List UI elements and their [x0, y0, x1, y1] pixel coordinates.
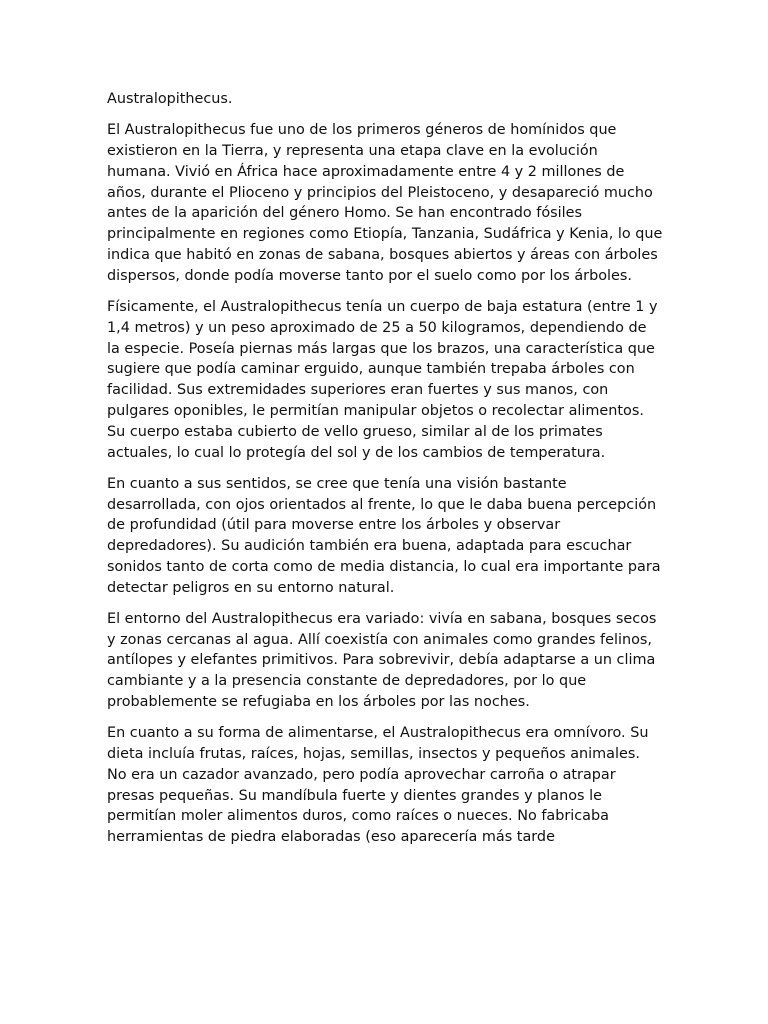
paragraph-diet: En cuanto a su forma de alimentarse, el Australopithecus era omnívoro. Su dieta incluía frutas, raíces, hojas, semillas, insectos y pequeños animales. No era un cazador avanzado, pero podía aprovechar carroña o atrapar presas pequeñas. Su mandíbula fuerte y dientes grandes y planos le permitían moler alimentos duros, como raíces o nueces. No fabricaba herramientas de piedra elaboradas (eso aparecería más tarde — [107, 725, 649, 846]
paragraph-intro: El Australopithecus fue uno de los primeros géneros de homínidos que existieron en la Tierra, y representa una etapa clave en la evolución humana. Vivió en África hace aproximadamente entre 4 y 2 millones de años, durante el Plioceno y principios del Pleistoceno, y desapareció mucho antes de la aparición del género Homo. Se han encontrado fósiles principalmente en regiones como Etiopía, Tanzania, Sudáfrica y Kenia, lo que indica que habitó en zonas de sabana, bosques abiertos y áreas con árboles dispersos, donde podía moverse tanto por el suelo como por los árboles. — [107, 122, 663, 284]
document-page — [107, 89, 663, 858]
document-title: Australopithecus. — [107, 91, 233, 107]
paragraph-physical: Físicamente, el Australopithecus tenía un cuerpo de baja estatura (entre 1 y 1,4 metros) y un peso aproximado de 25 a 50 kilogramos, dependiendo de la especie. Poseía piernas más largas que los brazos, una característica que sugiere que podía caminar erguido, aunque también trepaba árboles con facilidad. Sus extremidades superiores eran fuertes y sus manos, con pulgares oponibles, le permitían manipular objetos o recolectar alimentos. Su cuerpo estaba cubierto de vello grueso, similar al de los primates actuales, lo cual lo protegía del sol y de los cambios de temperatura. — [107, 298, 658, 461]
paragraph-environment: El entorno del Australopithecus era variado: vivía en sabana, bosques secos y zonas cercanas al agua. Allí coexistía con animales como grandes felinos, antílopes y elefantes primitivos. Para sobrevivir, debía adaptarse a un clima cambiante y a la presencia constante de depredadores, por lo que probablemente se refugiaba en los árboles por las noches. — [107, 610, 657, 711]
paragraph-senses: En cuanto a sus sentidos, se cree que tenía una visión bastante desarrollada, con ojos orientados al frente, lo que le daba buena percepción de profundidad (útil para moverse entre los árboles y observar depredadores). Su audición también era buena, adaptada para escuchar sonidos tanto de corta como de media distancia, lo cual era importante para detectar peligros en su entorno natural. — [107, 475, 661, 596]
